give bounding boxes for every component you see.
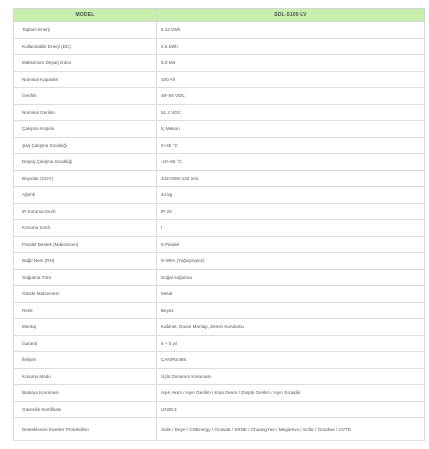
table-row [14, 55, 425, 72]
spec-value: Üçlü Donanım Koruması [157, 368, 425, 385]
table-row [14, 401, 425, 418]
spec-label: Nominal Kapasite [14, 71, 157, 88]
spec-value: 100 Ah [157, 71, 425, 88]
header-model: MODEL [14, 9, 157, 22]
spec-value: Metal [157, 286, 425, 303]
spec-value: 0~45 °C [157, 137, 425, 154]
spec-label: IP Koruma Sınıfı [14, 203, 157, 220]
spec-value: 8 Paralel [157, 236, 425, 253]
table-row [14, 187, 425, 204]
table-row [14, 38, 425, 55]
spec-value: 5 + 5 yıl [157, 335, 425, 352]
spec-label: Şarj Çalışma Sıcaklığı [14, 137, 157, 154]
spec-label: Güvenlik Sertifikası [14, 401, 157, 418]
table-row [14, 286, 425, 303]
spec-value: İç Mekan [157, 121, 425, 138]
spec-value: -10~55 °C [157, 154, 425, 171]
table-row [14, 352, 425, 369]
table-body [14, 22, 425, 441]
table-row [14, 121, 425, 138]
spec-value: Solis / Deye / CNEnergy / Growatt / SRNE / ChuangYue / Megarevo / Sofar / Goodwe / CVTE [157, 418, 425, 441]
spec-value: Aşırı Akım / Aşırı Gerilim / Kısa Devre / Düşük Gerilim / Aşırı Sıcaklık [157, 385, 425, 402]
spec-value: 0–95% (Yoğuşmasız) [157, 253, 425, 270]
spec-value: 5.0 kW [157, 55, 425, 72]
table-row [14, 236, 425, 253]
spec-label: Garanti [14, 335, 157, 352]
table-row [14, 154, 425, 171]
spec-value: 44 kg [157, 187, 425, 204]
spec-label: Çalışma Koşulu [14, 121, 157, 138]
spec-label: Renk [14, 302, 157, 319]
spec-label: Soğutma Türü [14, 269, 157, 286]
table-row [14, 220, 425, 237]
spec-label: Gerilim [14, 88, 157, 105]
table-row [14, 203, 425, 220]
spec-value: IP 20 [157, 203, 425, 220]
spec-label: Gövde Malzemesi [14, 286, 157, 303]
table-row [14, 335, 425, 352]
table-row [14, 269, 425, 286]
spec-label: Toplam Enerji [14, 22, 157, 39]
spec-value: UN38.3 [157, 401, 425, 418]
spec-value: Doğal soğutma [157, 269, 425, 286]
spec-label: İletişim [14, 352, 157, 369]
table-row [14, 385, 425, 402]
table-row [14, 22, 425, 39]
spec-value: 5.12 kWh [157, 22, 425, 39]
table-row [14, 253, 425, 270]
table-row [14, 88, 425, 105]
spec-value: Beyaz [157, 302, 425, 319]
table-row [14, 71, 425, 88]
spec-value: I [157, 220, 425, 237]
spec-value: CAN/RS485 [157, 352, 425, 369]
spec-label: Batarya Koruması [14, 385, 157, 402]
header-model-name: SDL-5100 LV [157, 9, 425, 22]
spec-label: Koruma Modu [14, 368, 157, 385]
spec-value: 48–56 VDC [157, 88, 425, 105]
spec-label: Koruma Sınıfı [14, 220, 157, 237]
spec-label: Paralel Destek (Maksimum) [14, 236, 157, 253]
spec-value: Kabinet, Duvar Montajı, Zemin Kurulumu [157, 319, 425, 336]
table-header-row [14, 9, 425, 22]
spec-label: Nominal Gerilim [14, 104, 157, 121]
table-row [14, 319, 425, 336]
spec-label: Deşarj Çalışma Sıcaklığı [14, 154, 157, 171]
table-row [14, 418, 425, 441]
spec-value: 51.2 VDC [157, 104, 425, 121]
spec-value: 442×500×133 mm [157, 170, 425, 187]
spec-label: Kullanılabilir Enerji (DC) [14, 38, 157, 55]
spec-label: Montaj [14, 319, 157, 336]
table-row [14, 104, 425, 121]
spec-value: 4.6 kWh [157, 38, 425, 55]
table-row [14, 137, 425, 154]
specification-table [13, 8, 425, 441]
spec-label: Boyutlar (GDY) [14, 170, 157, 187]
spec-label: Desteklenen İnverter Protokolleri [14, 418, 157, 441]
table-row [14, 368, 425, 385]
spec-label: Maksimum Deşarj Gücü [14, 55, 157, 72]
table-row [14, 302, 425, 319]
spec-label: Bağıl Nem (RH) [14, 253, 157, 270]
spec-label: Ağırlık [14, 187, 157, 204]
table-row [14, 170, 425, 187]
